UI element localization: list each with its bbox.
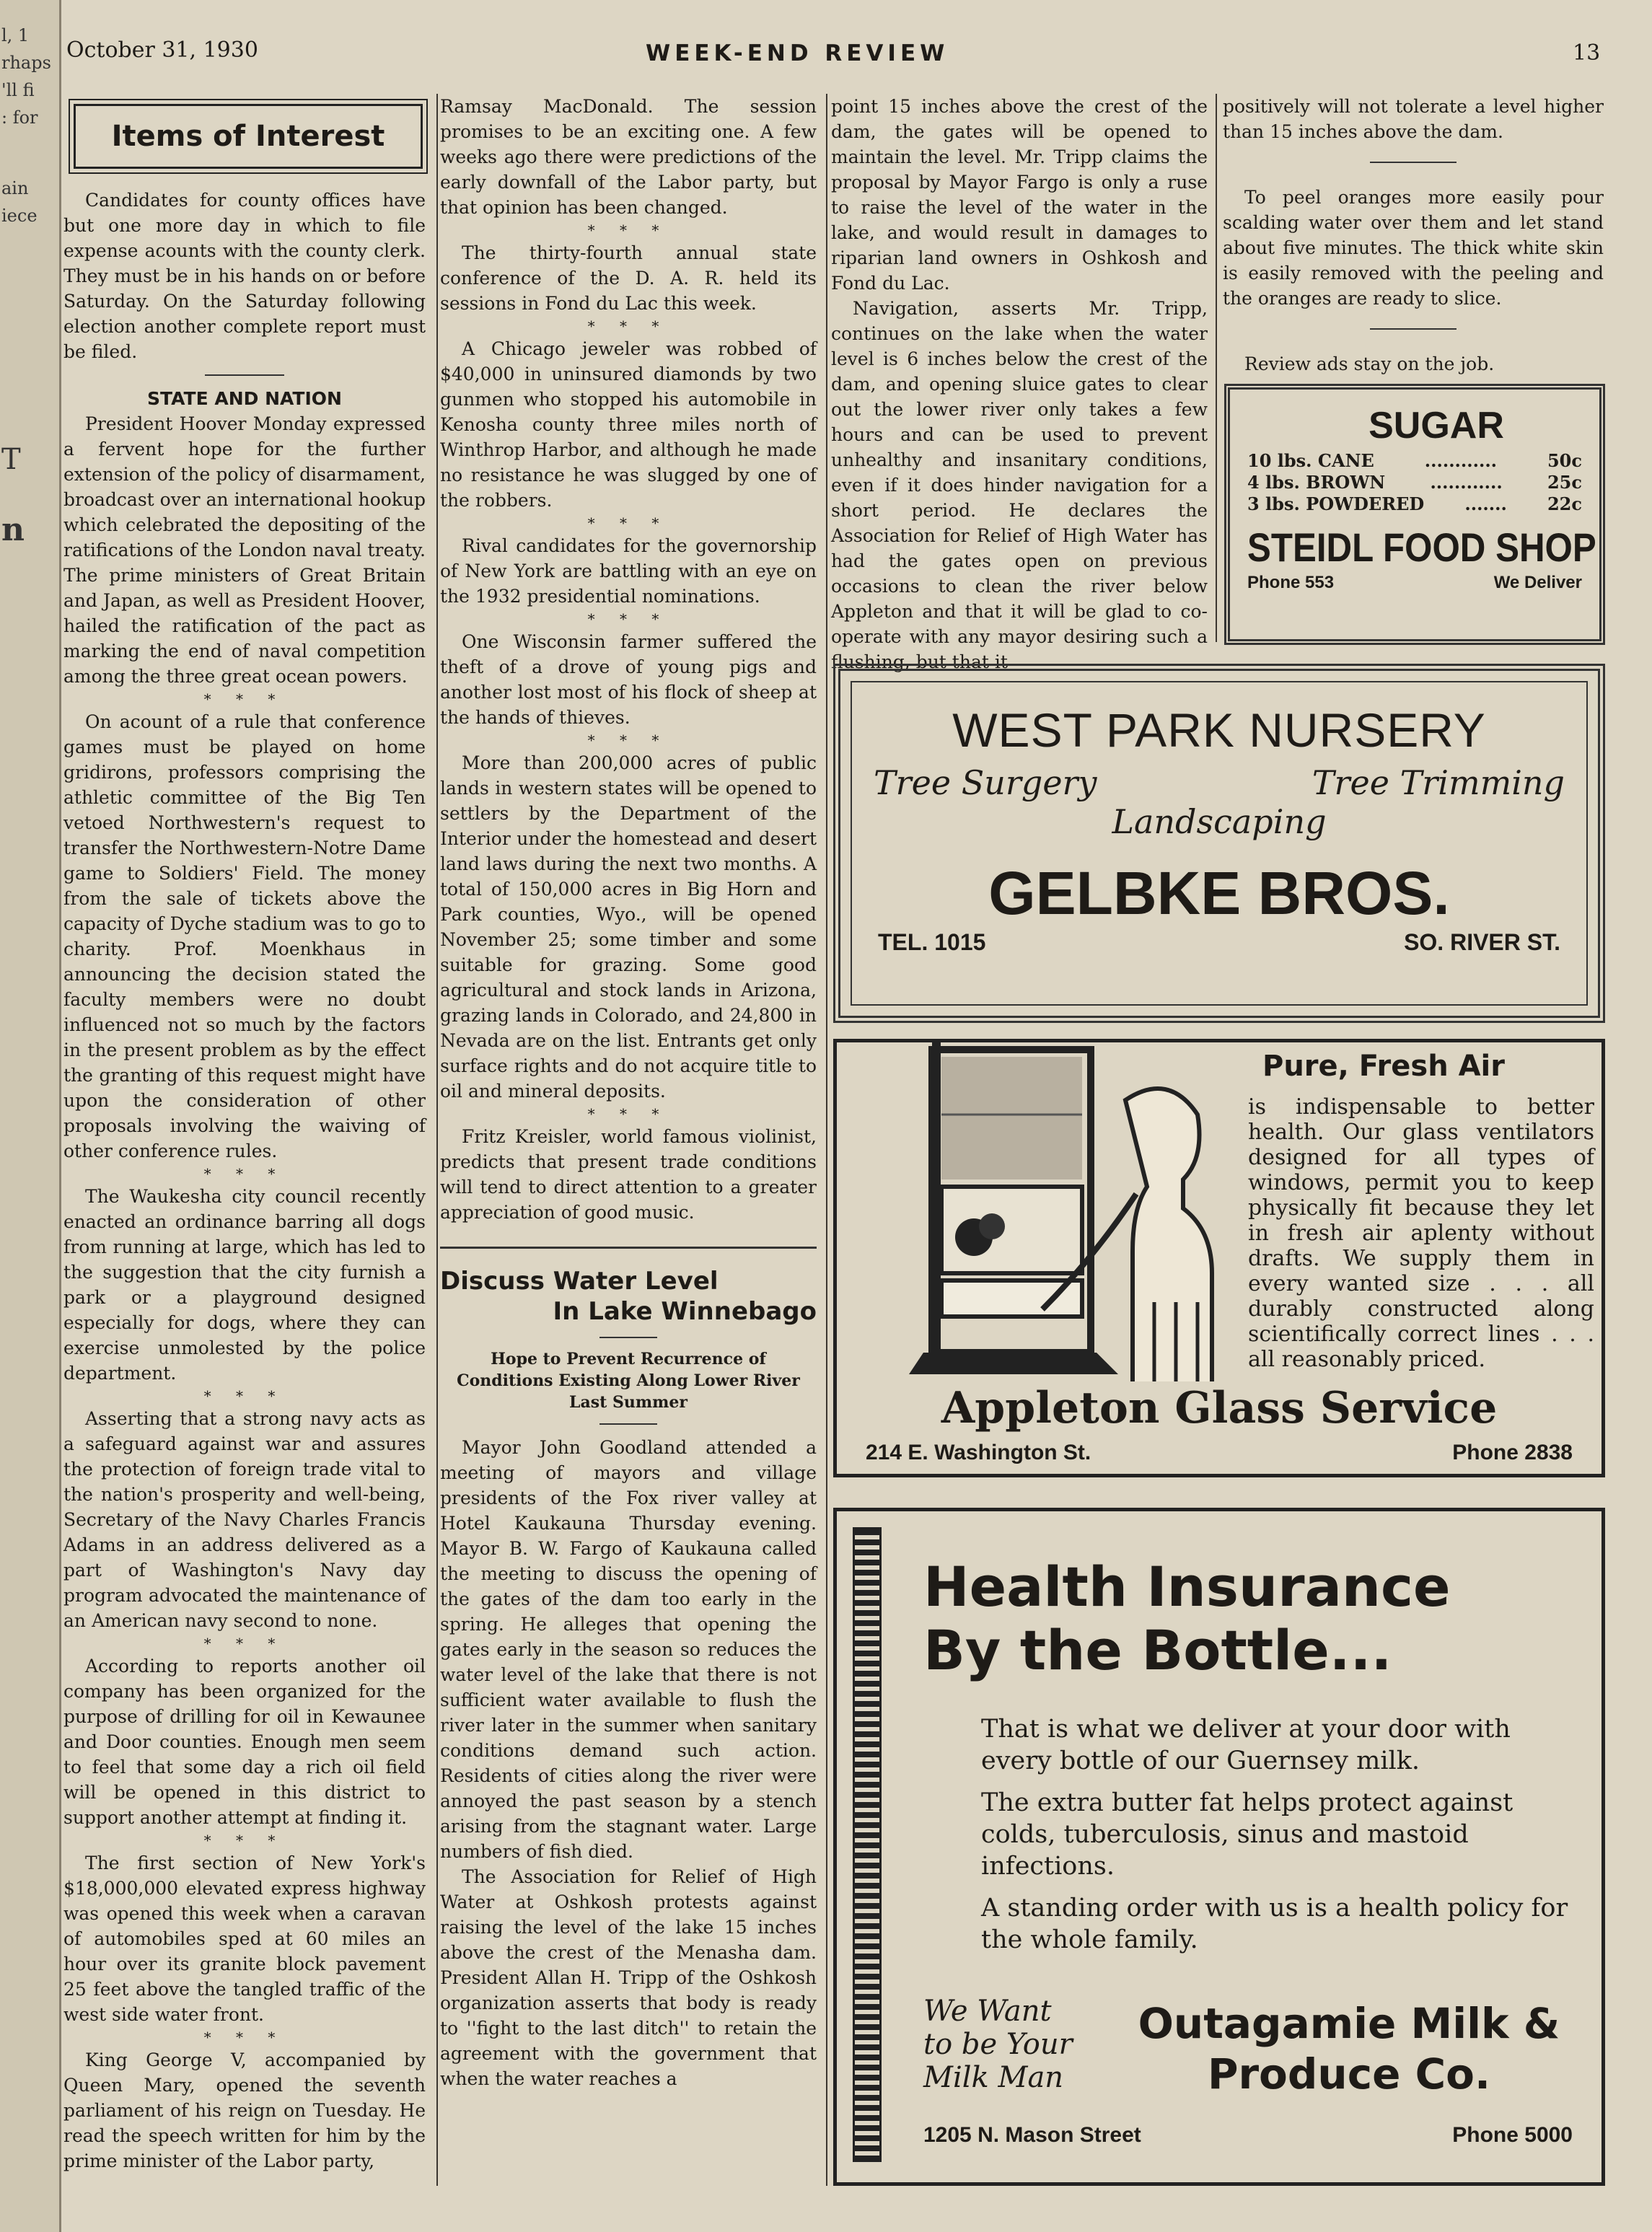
paragraph: Review ads stay on the job.: [1244, 353, 1495, 374]
separator-stars: * * *: [203, 690, 286, 708]
fragment: n: [1, 511, 25, 544]
separator-stars: * * *: [203, 2029, 286, 2046]
divider: [440, 1247, 817, 1249]
divider: [1370, 162, 1457, 163]
column-rule: [1216, 94, 1217, 642]
column-2: [440, 94, 817, 2091]
glass-phone: Phone 2838: [1452, 1441, 1573, 1464]
milk-paragraph: That is what we deliver at your door with every bottle of our Guernsey milk.: [981, 1715, 1511, 1775]
milk-paragraph: The extra butter fat helps protect against colds, tuberculosis, sinus and mastoid infections.: [981, 1788, 1513, 1881]
window-illustration: [880, 1042, 1226, 1381]
header-paper-name: WEEK-END REVIEW: [646, 40, 949, 66]
separator-stars: * * *: [587, 317, 669, 335]
paragraph: According to reports another oil company has been organized for the purpose of drilling for oil in Kewaunee and Door counties. Enough men seem to feel that some day a rich oil field will be opened in this district to support another attempt at finding it.: [63, 1656, 426, 1828]
glass-ad: [833, 1039, 1605, 1477]
column-rule: [436, 94, 438, 2186]
margin-fragments: [1, 22, 52, 544]
milk-phone: Phone 5000: [1452, 2123, 1573, 2147]
service-right: Tree Trimming: [1312, 763, 1565, 802]
shop-phone: Phone 553: [1247, 573, 1335, 592]
subheadline: Hope to Prevent Recurrence of Conditions Existing Along Lower River Last Summer: [457, 1350, 800, 1412]
divider: [205, 374, 284, 376]
paragraph: One Wisconsin farmer suffered the theft of a drove of young pigs and another lost most of his flock of sheep at the hands of thieves.: [440, 631, 817, 728]
paragraph: King George V, accompanied by Queen Mary, opened the seventh parliament of his reign on Tuesday. He read the speech written for him by the prime minister of the Labor party,: [63, 2049, 426, 2171]
section-heading: STATE AND NATION: [147, 388, 342, 409]
paragraph: The thirty-fourth annual state conference of the D. A. R. held its sessions in Fond du Lac this week.: [440, 242, 817, 314]
fragment: rhaps: [1, 53, 51, 73]
header-date: October 31, 1930: [66, 38, 258, 63]
paragraph: The Association for Relief of High Water at Oshkosh protests against raising the level of the lake 15 inches above the crest of the Menasha dam. President Allan H. Tripp of the Oshkosh organization asserts that body is ready to ''fight to the last ditch'' to retain the agreement with the government that when the water reaches a: [440, 1866, 817, 2089]
paragraph: Candidates for county offices have but one more day in which to file expense acounts with the county clerk. They must be in his hands on or before Saturday. On the Saturday following election another complete report must be filed.: [63, 190, 426, 362]
service-left: Tree Surgery: [874, 763, 1097, 802]
price-value: 50c: [1547, 450, 1582, 471]
milk-paragraph: A standing order with us is a health policy for the whole family.: [981, 1894, 1568, 1954]
price-dots: ............: [1430, 472, 1503, 493]
separator-stars: * * *: [587, 610, 669, 628]
paragraph: Navigation, asserts Mr. Tripp, continues on the lake when the water level is 6 inches below the crest of the dam, and opening sluice gates to clear out the lower river only takes a few hours and can be used to prevent unhealthy and insanitary conditions, even if it does hinder navigation for a short period. He declares the Association for Relief of High Water has had the gates open on previous occasions to clean the river below Appleton and that it will be glad to co-operate with any mayor desiring such a flushing, but that it: [831, 298, 1208, 672]
sugar-title: SUGAR: [1368, 405, 1504, 447]
milk-ad: [833, 1508, 1605, 2186]
items-of-interest-title: Items of Interest: [111, 119, 385, 153]
milk-headline-2: By the Bottle...: [923, 1618, 1392, 1682]
separator-stars: * * *: [203, 1165, 286, 1182]
paragraph: Fritz Kreisler, world famous violinist, predicts that present trade conditions will tend to direct attention to a greater appreciation of good music.: [440, 1126, 817, 1223]
price-dots: ............: [1424, 450, 1498, 471]
paragraph: President Hoover Monday expressed a fervent hope for the further extension of the policy of disarmament, broadcast over an international hookup which celebrated the depositing of the ratifications of the London naval treaty. The prime ministers of Great Britain and Japan, as well as President Hoover, hailed the ratification of the pact as marking the end of naval competition among the three great ocean powers.: [63, 413, 426, 687]
fragment: 'll fi: [1, 80, 35, 100]
separator-stars: * * *: [587, 731, 669, 749]
paragraph: More than 200,000 acres of public lands in western states will be opened to settlers by the Department of the Interior under the homestead and desert land laws during the next two months. A total of 150,000 acres in Big Horn and Park counties, Wyo., will be opened November 25; some timber and some suitable for grazing. Some good agricultural and stock lands in Arizona, grazing lands in Colorado, and 24,800 in Nevada are on the list. Entrants get only surface rights and do not acquire title to oil and mineral deposits.: [440, 752, 817, 1102]
fragment: ain: [1, 178, 29, 198]
separator-stars: * * *: [587, 1105, 669, 1122]
paragraph: point 15 inches above the crest of the dam, the gates will be opened to maintain the level. Mr. Tripp claims the proposal by Mayor Fargo is only a ruse to raise the level of the water in the lake, and would result in damages to riparian land owners in Oshkosh and Fond du Lac.: [831, 96, 1208, 294]
separator-stars: * * *: [203, 1635, 286, 1652]
separator-stars: * * *: [203, 1832, 286, 1849]
slogan-line: Milk Man: [923, 2061, 1064, 2094]
paragraph: The first section of New York's $18,000,000 elevated express highway was opened this week when a caravan of automobiles sped at 60 miles an hour over its granite block pavement 25 feet above the tangled traffic of the west side water front.: [63, 1853, 426, 2025]
paragraph: Rival candidates for the governorship of New York are battling with an eye on the 1932 presidential nominations.: [440, 535, 817, 607]
paragraph: Asserting that a strong navy acts as a safeguard against war and assures the protection of foreign trade vital to the nation's prosperity and well-being, Secretary of the Navy Charles Francis Adams in an address delivered as a part of Washington's Navy day program advocated the maintenance of an American navy second to none.: [63, 1408, 426, 1631]
sugar-ad: [1224, 384, 1605, 645]
paragraph: Ramsay MacDonald. The session promises to be an exciting one. A few weeks ago there were predictions of the early downfall of the Labor party, but that opinion has been changed.: [440, 96, 817, 218]
paragraph: Mayor John Goodland attended a meeting of mayors and village presidents of the Fox river valley at Hotel Kaukauna Thursday evening. Mayor B. W. Fargo of Kaukauna called the meeting to discuss the opening of the gates of the dam too early in the spring. He alleges that opening the gates early in the season so reduces the water level of the lake that there is not sufficient water available to flush the river later in the summer when sanitary conditions demand such action. Residents of cities along the river were annoyed the past season by a stench arising from the stagnant water. Large numbers of fish died.: [440, 1437, 817, 1862]
nursery-address: SO. RIVER ST.: [1404, 929, 1560, 955]
price-value: 25c: [1547, 472, 1582, 493]
fragment: : for: [1, 107, 38, 128]
decorative-bar-border: [853, 1527, 882, 2162]
items-of-interest-box: [74, 104, 423, 169]
price-row: [1247, 472, 1582, 493]
separator-stars: * * *: [587, 221, 669, 239]
sugar-footer: [1247, 573, 1582, 593]
nursery-contact: [852, 929, 1586, 956]
shop-deliver: We Deliver: [1493, 573, 1582, 592]
price-item: 10 lbs. CANE: [1247, 450, 1374, 471]
slogan-line: to be Your: [923, 2028, 1073, 2061]
headline-line-1: Discuss Water Level: [440, 1267, 719, 1296]
service-center: Landscaping: [1112, 802, 1327, 841]
paragraph: The Waukesha city council recently enacted an ordinance barring all dogs from running at large, which has led to the suggestion that the city furnish a park or a playground designed especially for dogs, where they can exercise unmolested by the police department.: [63, 1186, 426, 1384]
fragment: l, 1: [1, 25, 30, 45]
milk-company-1: Outagamie Milk &: [1138, 1999, 1560, 2048]
milk-copy: [981, 1713, 1573, 1956]
price-dots: .......: [1464, 493, 1507, 514]
price-item: 4 lbs. BROWN: [1247, 472, 1386, 493]
price-item: 3 lbs. POWDERED: [1247, 493, 1425, 514]
glass-address: 214 E. Washington St.: [866, 1441, 1091, 1464]
header-page-number: 13: [1573, 40, 1601, 66]
divider: [599, 1337, 657, 1338]
glass-company: Appleton Glass Service: [941, 1383, 1498, 1433]
sugar-price-list: [1247, 450, 1582, 515]
column-rule: [826, 94, 827, 2186]
nursery-ad: [833, 664, 1605, 1023]
separator-stars: * * *: [587, 514, 669, 532]
column-3: [831, 94, 1208, 675]
divider: [1370, 328, 1457, 330]
milk-headline-1: Health Insurance: [923, 1555, 1451, 1619]
column-4: [1223, 94, 1604, 377]
nursery-tel: TEL. 1015: [878, 929, 986, 955]
paragraph: positively will not tolerate a level higher than 15 inches above the dam.: [1223, 96, 1604, 142]
nursery-company: GELBKE BROS.: [988, 859, 1450, 927]
fragment: iece: [1, 206, 38, 226]
glass-heading: Pure, Fresh Air: [1262, 1050, 1505, 1083]
separator-stars: * * *: [203, 1387, 286, 1405]
price-row: [1247, 493, 1582, 515]
glass-body: is indispensable to better health. Our glass ventilators designed for all types of windows, permit you to keep physically fit because they let in fresh air aplenty without drafts. We supply them in every wanted size . . . all durably constructed along scientifically correct lines . . . all reasonably priced.: [1248, 1094, 1594, 1372]
nursery-title: WEST PARK NURSERY: [952, 703, 1486, 757]
nursery-inner-frame: [851, 681, 1588, 1006]
paragraph: On acount of a rule that conference games must be played on home gridirons, professors comprising the athletic committee of the Big Ten vetoed Northwestern's request to transfer the Northwestern-Notre Dame game to Soldiers' Field. The money from the sale of tickets above the capacity of Dyche stadium was to go to charity. Prof. Moenkhaus in announcing the decision stated the faculty members were no doubt influenced not so much by the factors in the present problem as by the effect the granting of this request might have upon the consideration of other proposals involving the waiving of other conference rules.: [63, 711, 426, 1161]
column-1: [63, 95, 426, 2174]
headline-line-2: In Lake Winnebago: [553, 1297, 817, 1326]
divider: [599, 1423, 657, 1425]
paragraph: To peel oranges more easily pour scalding water over them and let stand about five minutes. The thick white skin is easily removed with the peeling and the oranges are ready to slice.: [1223, 187, 1604, 309]
nursery-services: [852, 763, 1586, 802]
milk-address: 1205 N. Mason Street: [923, 2123, 1141, 2147]
paragraph: A Chicago jeweler was robbed of $40,000 in uninsured diamonds by two gunmen who stopped his automobile in Kenosha county three miles north of Winthrop Harbor, and although he made no resistance he was slugged by one of the robbers.: [440, 338, 817, 511]
price-value: 22c: [1547, 493, 1582, 514]
milk-company-2: Produce Co.: [1207, 2049, 1491, 2099]
price-row: [1247, 450, 1582, 472]
shop-name: STEIDL FOOD SHOP: [1247, 524, 1596, 570]
fragment: T: [1, 443, 21, 476]
milk-slogan: [923, 1995, 1073, 2094]
slogan-line: We Want: [923, 1995, 1052, 2028]
